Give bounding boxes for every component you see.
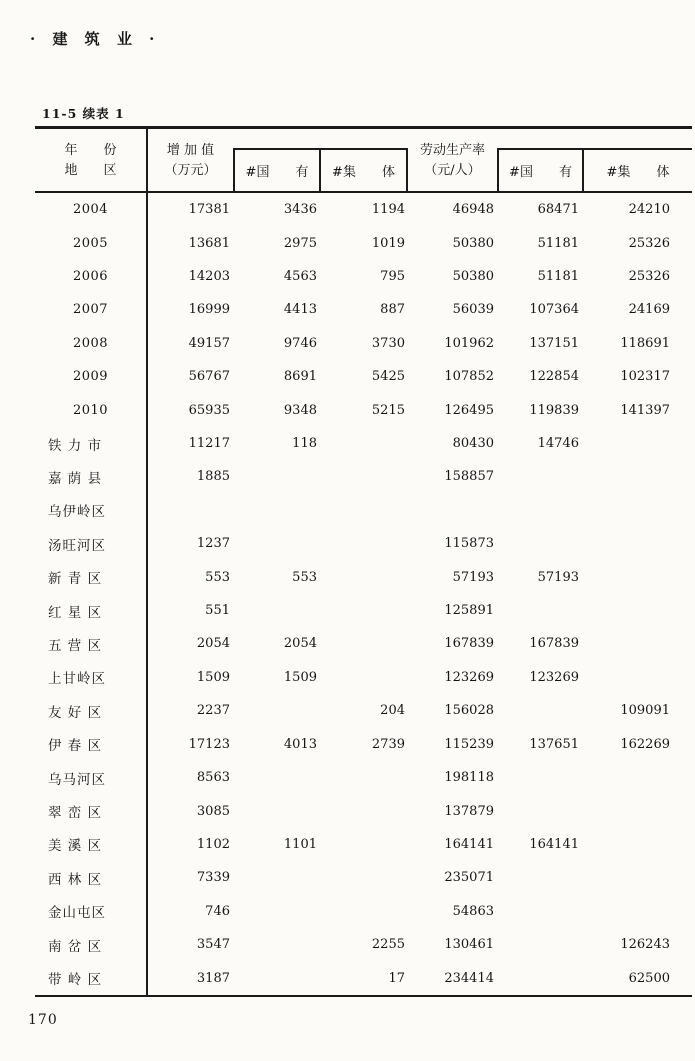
state-owned-cell: 8691: [283, 369, 317, 385]
col-header-productivity: [408, 129, 497, 193]
productivity-cell: 198118: [444, 770, 494, 786]
productivity-collective-cell: 25326: [628, 269, 670, 285]
productivity-cell: 115239: [444, 736, 494, 752]
added-value-cell: 1237: [196, 536, 230, 552]
productivity-collective-cell: 24169: [628, 302, 670, 318]
collective-cell: 3730: [371, 335, 405, 351]
table-row: [35, 895, 692, 928]
region-cell: 美 溪 区: [35, 828, 148, 861]
added-value-cell: 3547: [196, 937, 230, 953]
subheader-box-productivity: [497, 148, 692, 191]
state-owned-cell: 9746: [283, 335, 317, 351]
collective-cell: 795: [380, 269, 405, 285]
col-header-region: 地 区: [64, 163, 117, 178]
region-cell: 新 青 区: [35, 560, 148, 593]
added-value-cell: 65935: [188, 402, 230, 418]
productivity-state-owned-cell: 57193: [537, 569, 579, 585]
subheader-box-added-value: [233, 148, 408, 191]
table-row: [35, 393, 692, 426]
table-row: [35, 193, 692, 226]
table-row: [35, 327, 692, 360]
added-value-cell: 551: [205, 603, 230, 619]
productivity-state-owned-cell: 122854: [529, 369, 579, 385]
productivity-collective-cell: 109091: [620, 703, 670, 719]
collective-cell: 2255: [371, 937, 405, 953]
productivity-cell: 234414: [444, 970, 494, 986]
productivity-cell: 123269: [444, 669, 494, 685]
region-cell: 友 好 区: [35, 694, 148, 727]
region-cell: 乌马河区: [35, 761, 148, 794]
productivity-collective-cell: 102317: [620, 369, 670, 385]
collective-cell: 1019: [371, 235, 405, 251]
productivity-cell: 235071: [444, 870, 494, 886]
collective-cell: 5425: [371, 369, 405, 385]
added-value-cell: 2054: [196, 636, 230, 652]
region-cell: 乌伊岭区: [35, 494, 148, 527]
added-value-cell: 8563: [196, 770, 230, 786]
productivity-cell: 130461: [444, 937, 494, 953]
region-cell: 铁 力 市: [35, 427, 148, 460]
productivity-state-owned-cell: 137151: [529, 335, 579, 351]
state-owned-cell: 3436: [283, 202, 317, 218]
collective-cell: 887: [380, 302, 405, 318]
productivity-cell: 156028: [444, 703, 494, 719]
productivity-state-owned-cell: 164141: [529, 836, 579, 852]
state-owned-cell: 2054: [283, 636, 317, 652]
productivity-collective-cell: 162269: [620, 736, 670, 752]
added-value-cell: 14203: [188, 269, 230, 285]
productivity-cell: 158857: [444, 469, 494, 485]
region-cell: 2008: [35, 327, 148, 360]
region-cell: 金山屯区: [35, 895, 148, 928]
productivity-label: 劳动生产率: [419, 142, 485, 158]
col-header-year: 年 份: [64, 142, 117, 158]
productivity-state-owned-cell: 137651: [529, 736, 579, 752]
state-owned-cell: 118: [292, 436, 317, 452]
collective-cell: 2739: [371, 736, 405, 752]
productivity-state-owned-cell: 119839: [529, 402, 579, 418]
region-cell: 2004: [35, 193, 148, 226]
table-row: [35, 226, 692, 259]
table-row: [35, 761, 692, 794]
added-value-cell: 16999: [188, 302, 230, 318]
region-cell: 西 林 区: [35, 861, 148, 894]
table-row: [35, 260, 692, 293]
chapter-header: · 建 筑 业 ·: [30, 30, 161, 48]
region-cell: 嘉 荫 县: [35, 460, 148, 493]
added-value-cell: 7339: [196, 870, 230, 886]
added-value-cell: 1885: [196, 469, 230, 485]
collective-cell: 1194: [371, 202, 405, 218]
productivity-cell: 107852: [444, 369, 494, 385]
state-owned-cell: 9348: [283, 402, 317, 418]
table-row: [35, 728, 692, 761]
table-label: 11-5 续表 1: [42, 106, 125, 121]
productivity-state-owned-cell: 14746: [537, 436, 579, 452]
productivity-collective-cell: 24210: [628, 202, 670, 218]
added-value-cell: 11217: [188, 436, 230, 452]
productivity-state-owned-cell: 167839: [529, 636, 579, 652]
productivity-cell: 137879: [444, 803, 494, 819]
collective-cell: 5215: [371, 402, 405, 418]
region-cell: 2006: [35, 260, 148, 293]
productivity-cell: 54863: [452, 903, 494, 919]
productivity-cell: 56039: [452, 302, 494, 318]
added-value-label: 增 加 值: [166, 142, 215, 158]
table-row: [35, 293, 692, 326]
productivity-collective-cell: 62500: [628, 970, 670, 986]
region-cell: 上甘岭区: [35, 661, 148, 694]
added-value-cell: 17381: [188, 202, 230, 218]
added-value-cell: 13681: [188, 235, 230, 251]
productivity-state-owned-cell: 123269: [529, 669, 579, 685]
table-header-row: [35, 129, 692, 193]
productivity-cell: 101962: [444, 335, 494, 351]
added-value-cell: 2237: [196, 703, 230, 719]
productivity-state-owned-cell: 51181: [537, 269, 579, 285]
productivity-cell: 50380: [452, 235, 494, 251]
region-cell: 汤旺河区: [35, 527, 148, 560]
table-row: [35, 694, 692, 727]
region-cell: 2010: [35, 393, 148, 426]
col-header-year-region: [35, 129, 148, 193]
table-row: [35, 794, 692, 827]
table-row: [35, 560, 692, 593]
productivity-cell: 126495: [444, 402, 494, 418]
state-owned-cell: 4013: [283, 736, 317, 752]
productivity-unit: （元/人）: [424, 163, 481, 178]
region-cell: 2005: [35, 226, 148, 259]
region-cell: 2007: [35, 293, 148, 326]
region-cell: 红 星 区: [35, 594, 148, 627]
productivity-cell: 125891: [444, 603, 494, 619]
state-owned-cell: 2975: [283, 235, 317, 251]
col-header-collective: #集 体: [332, 165, 395, 180]
productivity-cell: 57193: [452, 569, 494, 585]
productivity-collective-cell: 141397: [620, 402, 670, 418]
productivity-collective-cell: 118691: [620, 335, 670, 351]
table-row: [35, 661, 692, 694]
col-header-state-owned: #国 有: [235, 150, 321, 191]
table-row: [35, 961, 692, 994]
productivity-cell: 167839: [444, 636, 494, 652]
added-value-cell: 49157: [188, 335, 230, 351]
region-cell: 南 岔 区: [35, 928, 148, 961]
page-number: 170: [28, 1012, 58, 1028]
region-cell: 伊 春 区: [35, 728, 148, 761]
collective-cell: 17: [388, 970, 405, 986]
table-row: [35, 460, 692, 493]
productivity-state-owned-cell: 68471: [537, 202, 579, 218]
productivity-cell: 115873: [444, 536, 494, 552]
added-value-cell: 746: [205, 903, 230, 919]
state-owned-cell: 1509: [283, 669, 317, 685]
table-row: [35, 861, 692, 894]
region-cell: 五 营 区: [35, 627, 148, 660]
col-header-added-value: [148, 129, 233, 193]
region-cell: 2009: [35, 360, 148, 393]
productivity-state-owned-cell: 51181: [537, 235, 579, 251]
added-value-cell: 17123: [188, 736, 230, 752]
table-row: [35, 828, 692, 861]
state-owned-cell: 4563: [283, 269, 317, 285]
state-owned-cell: 553: [292, 569, 317, 585]
region-cell: 翠 峦 区: [35, 794, 148, 827]
state-owned-cell: 1101: [283, 836, 317, 852]
added-value-cell: 56767: [188, 369, 230, 385]
productivity-state-owned-cell: 107364: [529, 302, 579, 318]
collective-cell: 204: [380, 703, 405, 719]
added-value-cell: 1102: [196, 836, 230, 852]
productivity-collective-cell: 126243: [620, 937, 670, 953]
region-cell: 带 岭 区: [35, 961, 148, 994]
added-value-cell: 3187: [196, 970, 230, 986]
productivity-cell: 164141: [444, 836, 494, 852]
state-owned-cell: 4413: [283, 302, 317, 318]
table-row: [35, 494, 692, 527]
col-header-state-owned-2: #国 有: [499, 150, 584, 191]
table-row: [35, 427, 692, 460]
table-row: [35, 594, 692, 627]
table-row: [35, 527, 692, 560]
productivity-cell: 50380: [452, 269, 494, 285]
added-value-cell: 1509: [196, 669, 230, 685]
productivity-cell: 46948: [452, 202, 494, 218]
productivity-collective-cell: 25326: [628, 235, 670, 251]
added-value-cell: 553: [205, 569, 230, 585]
col-header-collective-2: #集 体: [606, 165, 670, 180]
table-body: [35, 193, 692, 997]
table-row: [35, 360, 692, 393]
productivity-cell: 80430: [452, 436, 494, 452]
added-value-cell: 3085: [196, 803, 230, 819]
table-row: [35, 627, 692, 660]
table-row: [35, 928, 692, 961]
statistics-table: [35, 126, 692, 997]
added-value-unit: （万元）: [164, 163, 217, 178]
